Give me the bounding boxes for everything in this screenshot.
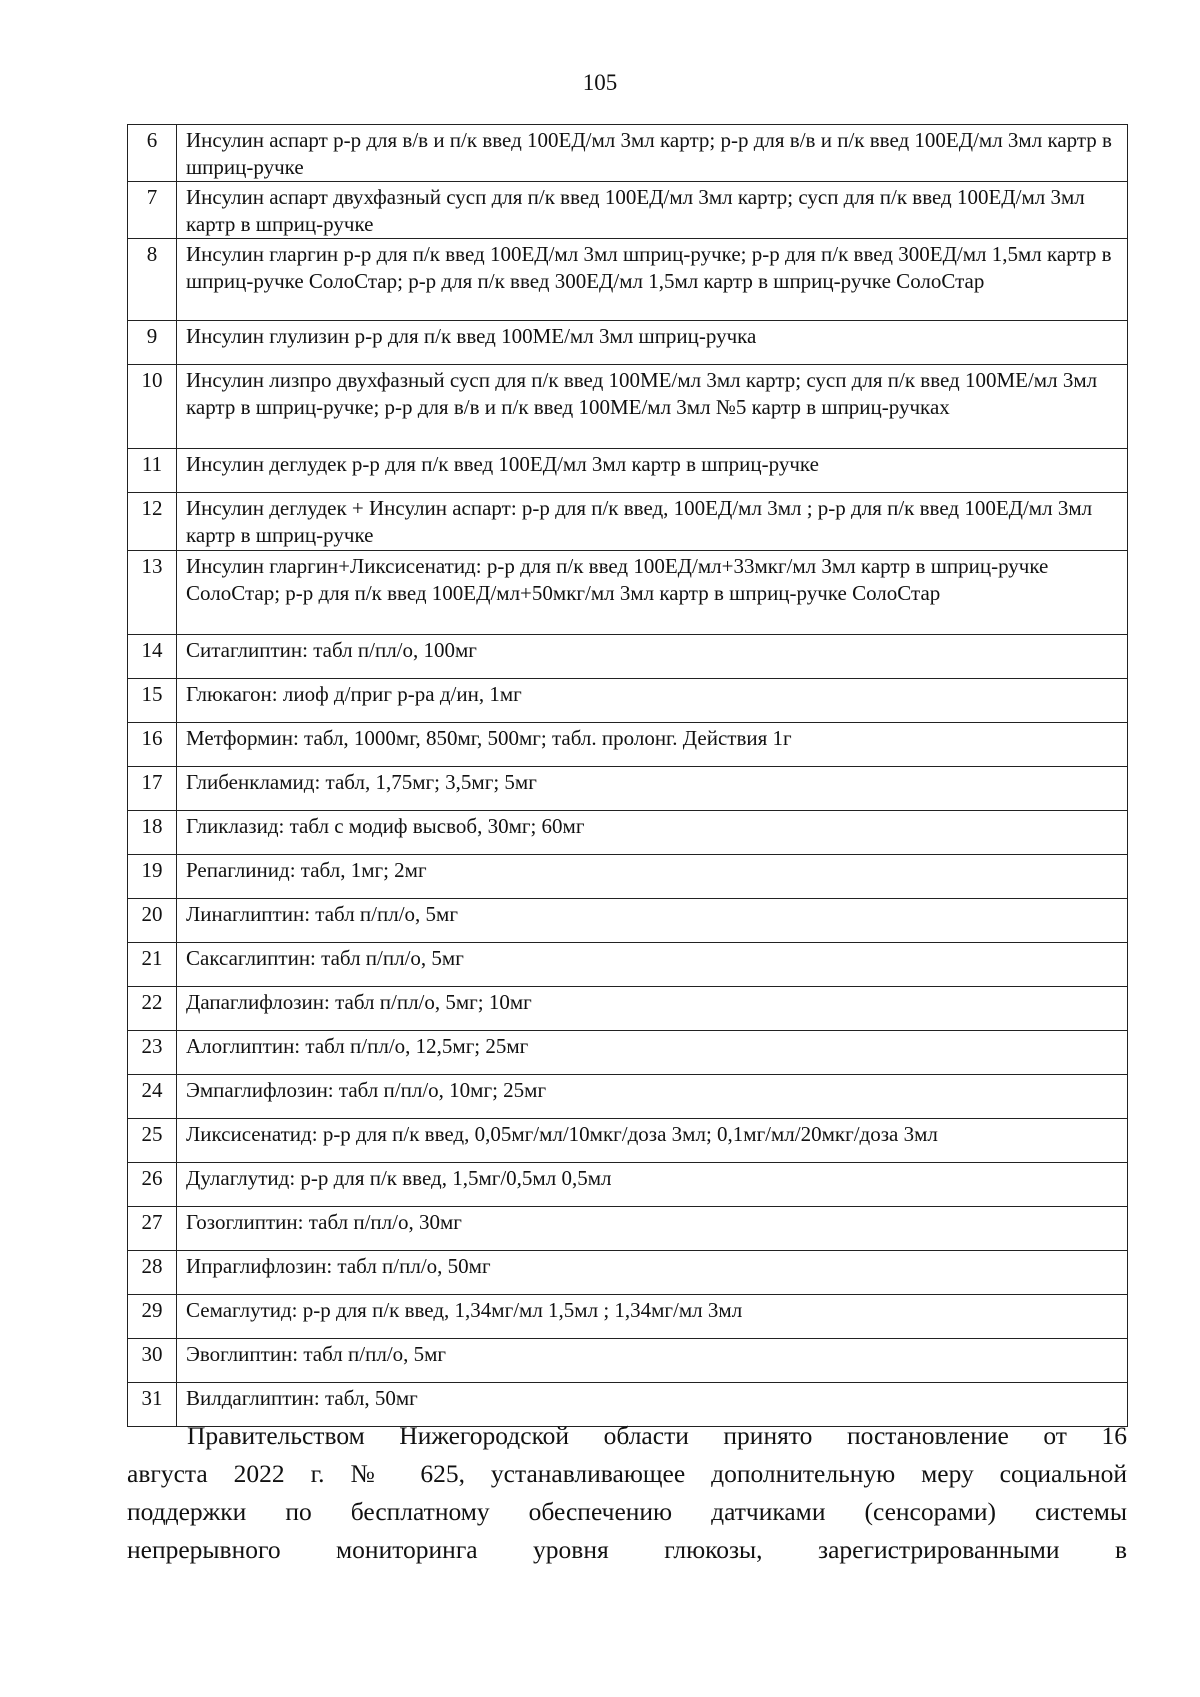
row-number: 12 [128,493,177,551]
row-number: 28 [128,1251,177,1295]
table-row [128,1339,1128,1383]
drug-description: Инсулин гларгин р-р для п/к введ 100ЕД/мл 3мл шприц-ручке; р-р для п/к введ 300ЕД/мл 1,5мл картр в шприц-ручке СолоСтар; р-р для п/к введ 300ЕД/мл 1,5мл картр в шприц-ручке СолоСтар [177,239,1128,321]
row-number: 19 [128,855,177,899]
row-number: 13 [128,551,177,635]
row-number: 29 [128,1295,177,1339]
row-number: 31 [128,1383,177,1427]
table-row [128,855,1128,899]
drug-table-body [128,125,1128,1427]
row-number: 23 [128,1031,177,1075]
drug-description: Инсулин деглудек р-р для п/к введ 100ЕД/мл 3мл картр в шприц-ручке [177,449,1128,493]
row-number: 21 [128,943,177,987]
drug-description: Гликлазид: табл с модиф высвоб, 30мг; 60мг [177,811,1128,855]
table-row [128,635,1128,679]
drug-description: Линаглиптин: табл п/пл/о, 5мг [177,899,1128,943]
drug-description: Гозоглиптин: табл п/пл/о, 30мг [177,1207,1128,1251]
table-row [128,321,1128,365]
drug-description: Ситаглиптин: табл п/пл/о, 100мг [177,635,1128,679]
page-number: 105 [582,70,618,95]
drug-description: Ликсисенатид: р-р для п/к введ, 0,05мг/мл/10мкг/доза 3мл; 0,1мг/мл/20мкг/доза 3мл [177,1119,1128,1163]
drug-description: Инсулин гларгин+Ликсисенатид: р-р для п/к введ 100ЕД/мл+33мкг/мл 3мл картр в шприц-ручке СолоСтар; р-р для п/к введ 100ЕД/мл+50мкг/мл 3мл картр в шприц-ручке СолоСтар [177,551,1128,635]
table-row [128,767,1128,811]
table-row [128,899,1128,943]
table-row [128,493,1128,551]
drug-description: Вилдаглиптин: табл, 50мг [177,1383,1128,1427]
drug-description: Семаглутид: р-р для п/к введ, 1,34мг/мл 1,5мл ; 1,34мг/мл 3мл [177,1295,1128,1339]
row-number: 11 [128,449,177,493]
drug-description: Ипраглифлозин: табл п/пл/о, 50мг [177,1251,1128,1295]
table-row [128,551,1128,635]
table-row [128,943,1128,987]
row-number: 9 [128,321,177,365]
table-row [128,125,1128,182]
drug-description: Инсулин глулизин р-р для п/к введ 100МЕ/мл 3мл шприц-ручка [177,321,1128,365]
table-row [128,1031,1128,1075]
drug-description: Инсулин аспарт р-р для в/в и п/к введ 100ЕД/мл 3мл картр; р-р для в/в и п/к введ 100ЕД/мл 3мл картр в шприц-ручке [177,125,1128,182]
drug-description: Инсулин аспарт двухфазный сусп для п/к введ 100ЕД/мл 3мл картр; сусп для п/к введ 100ЕД/мл 3мл картр в шприц-ручке [177,182,1128,239]
row-number: 6 [128,125,177,182]
table-row [128,723,1128,767]
table-row [128,811,1128,855]
row-number: 24 [128,1075,177,1119]
row-number: 8 [128,239,177,321]
drug-description: Инсулин деглудек + Инсулин аспарт: р-р для п/к введ, 100ЕД/мл 3мл ; р-р для п/к введ 100ЕД/мл 3мл картр в шприц-ручке [177,493,1128,551]
table-row [128,1163,1128,1207]
row-number: 16 [128,723,177,767]
table-row [128,1207,1128,1251]
table-row [128,679,1128,723]
drug-description: Дулаглутид: р-р для п/к введ, 1,5мг/0,5мл 0,5мл [177,1163,1128,1207]
drug-description: Репаглинид: табл, 1мг; 2мг [177,855,1128,899]
drug-description: Дапаглифлозин: табл п/пл/о, 5мг; 10мг [177,987,1128,1031]
drug-description: Глюкагон: лиоф д/приг р-ра д/ин, 1мг [177,679,1128,723]
paragraph-line: непрерывного мониторинга уровня глюкозы, зарегистрированными в [127,1535,1127,1564]
table-row [128,1251,1128,1295]
table-row [128,182,1128,239]
drug-description: Эмпаглифлозин: табл п/пл/о, 10мг; 25мг [177,1075,1128,1119]
row-number: 25 [128,1119,177,1163]
row-number: 14 [128,635,177,679]
table-row [128,449,1128,493]
table-row [128,987,1128,1031]
table-row [128,1119,1128,1163]
row-number: 18 [128,811,177,855]
drug-description: Метформин: табл, 1000мг, 850мг, 500мг; табл. пролонг. Действия 1г [177,723,1128,767]
row-number: 10 [128,365,177,449]
row-number: 15 [128,679,177,723]
row-number: 20 [128,899,177,943]
row-number: 7 [128,182,177,239]
table-row [128,1295,1128,1339]
row-number: 27 [128,1207,177,1251]
paragraph-line: Правительством Нижегородской области принято постановление от 16 [187,1421,1127,1450]
table-row [128,239,1128,321]
drug-description: Саксаглиптин: табл п/пл/о, 5мг [177,943,1128,987]
row-number: 17 [128,767,177,811]
paragraph-line: поддержки по бесплатному обеспечению датчиками (сенсорами) системы [127,1497,1127,1526]
drug-description: Эвоглиптин: табл п/пл/о, 5мг [177,1339,1128,1383]
drug-description: Глибенкламид: табл, 1,75мг; 3,5мг; 5мг [177,767,1128,811]
paragraph-line: августа 2022 г. № 625, устанавливающее дополнительную меру социальной [127,1459,1127,1488]
drug-description: Инсулин лизпро двухфазный сусп для п/к введ 100МЕ/мл 3мл картр; сусп для п/к введ 100МЕ/мл 3мл картр в шприц-ручке; р-р для в/в и п/к введ 100МЕ/мл 3мл №5 картр в шприц-ручках [177,365,1128,449]
table-row [128,365,1128,449]
row-number: 26 [128,1163,177,1207]
row-number: 30 [128,1339,177,1383]
row-number: 22 [128,987,177,1031]
drug-table [127,124,1128,1427]
drug-description: Алоглиптин: табл п/пл/о, 12,5мг; 25мг [177,1031,1128,1075]
body-paragraph [127,1417,1127,1569]
table-row [128,1075,1128,1119]
